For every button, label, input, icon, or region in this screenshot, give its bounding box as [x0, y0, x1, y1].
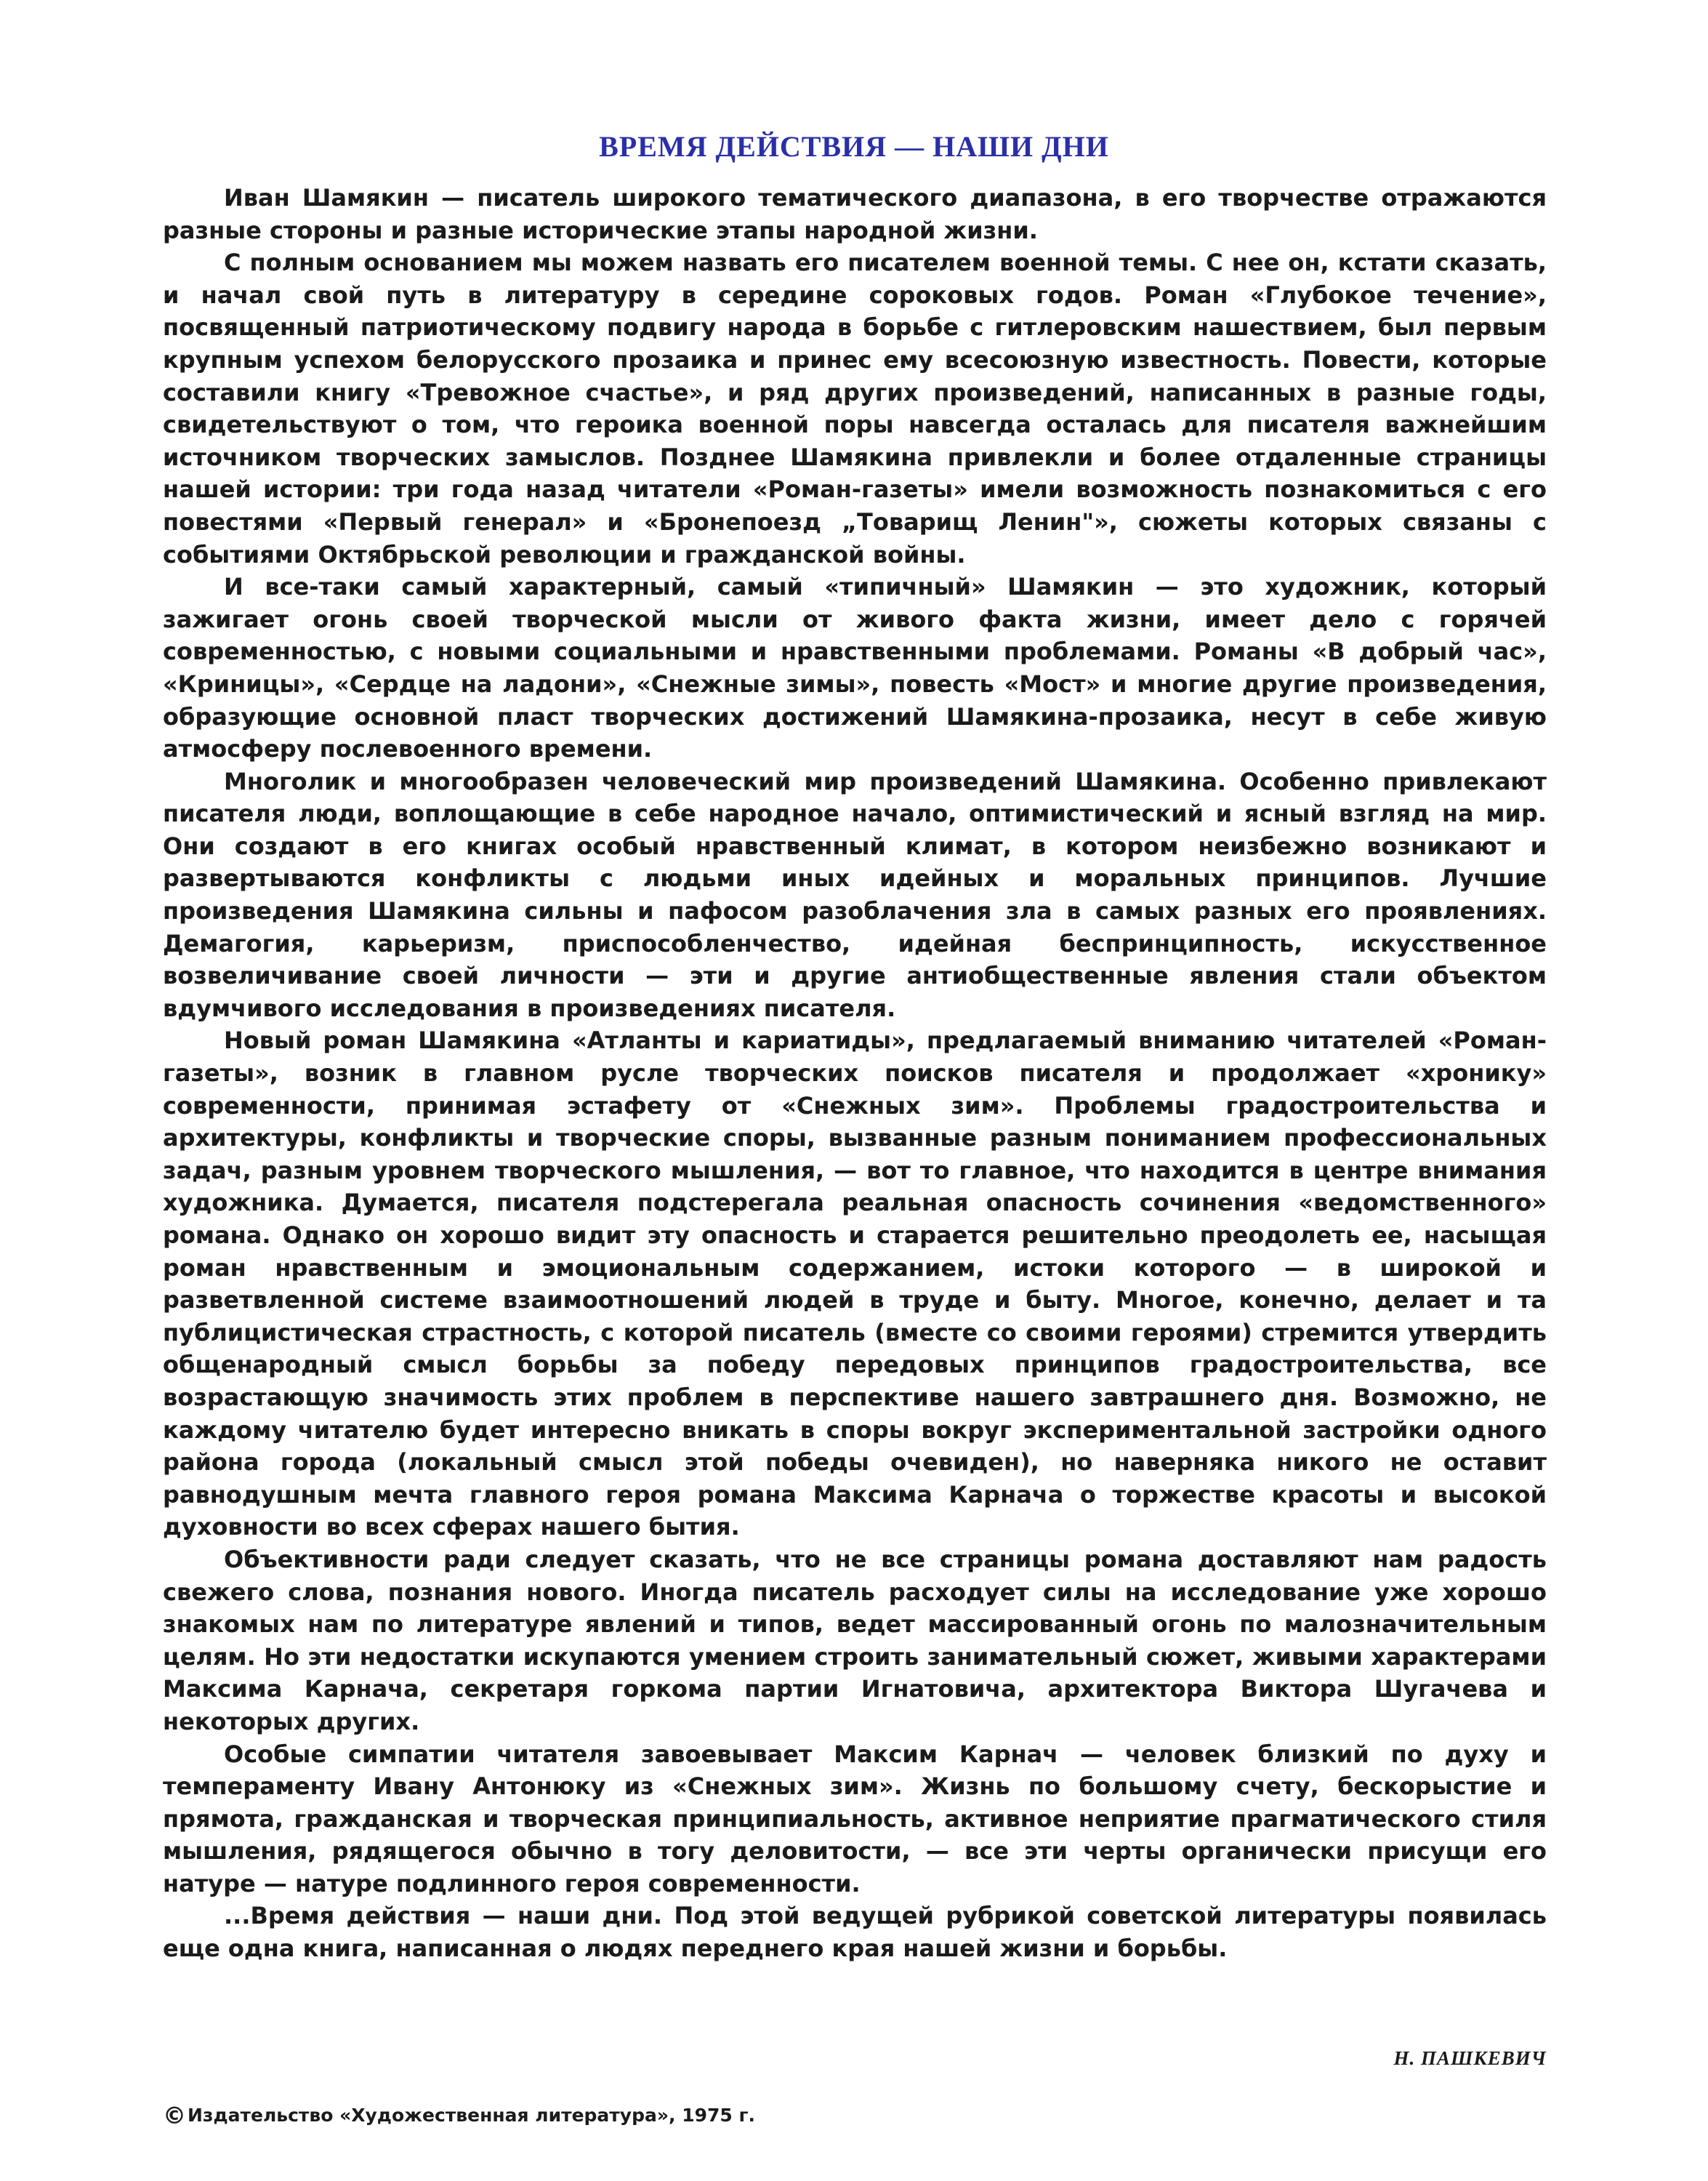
copyright-icon: © — [163, 2102, 186, 2129]
article-paragraph: И все-таки самый характерный, самый «типичный» Шамякин — это художник, который зажигает огонь своей творческой мысли от живого факта жизни, имеет дело с горячей современностью, с новыми социальными и нравственными проблемами. Романы «В добрый час», «Криницы», «Сердце на ладони», «Снежные зимы», повесть «Мост» и многие другие произведения, образующие основной пласт творческих достижений Шамякина-прозаика, несут в себе живую атмосферу послевоенного времени. — [163, 573, 1547, 763]
article-body — [163, 182, 1547, 1965]
article-paragraph: Многолик и многообразен человеческий мир произведений Шамякина. Особенно привлекают писателя люди, воплощающие в себе народное начало, оптимистический и ясный взгляд на мир. Они создают в его книгах особый нравственный климат, в котором неизбежно возникают и развертываются конфликты с людьми иных идейных и моральных принципов. Лучшие произведения Шамякина сильны и пафосом разоблачения зла в самых разных его проявлениях. Демагогия, карьеризм, приспособленчество, идейная беспринципность, искусственное возвеличивание своей личности — эти и другие антиобщественные явления стали объектом вдумчивого исследования в произведениях писателя. — [163, 767, 1547, 1022]
article-paragraph: Особые симпатии читателя завоевывает Максим Карнач — человек близкий по духу и темпераменту Ивану Антонюку из «Снежных зим». Жизнь по большому счету, бескорыстие и прямота, гражданская и творческая принципиальность, активное неприятие прагматического стиля мышления, рядящегося обычно в тогу деловитости, — все эти черты органически присущи его натуре — натуре подлинного героя современности. — [163, 1740, 1547, 1897]
author-signature: Н. ПАШКЕВИЧ — [1393, 2047, 1547, 2069]
article-paragraph: Объективности ради следует сказать, что не все страницы романа доставляют нам радость свежего слова, познания нового. Иногда писатель расходует силы на исследование уже хорошо знакомых нам по литературе явлений и типов, ведет массированный огонь по малозначительным целям. Но эти недостатки искупаются умением строить занимательный сюжет, живыми характерами Максима Карнача, секретаря горкома партии Игнатовича, архитектора Виктора Шугачева и некоторых других. — [163, 1545, 1547, 1735]
copyright-text: Издательство «Художественная литература», 1975 г. — [188, 2105, 756, 2126]
article-paragraph: ...Время действия — наши дни. Под этой ведущей рубрикой советской литературы появилась еще одна книга, написанная о людях переднего края нашей жизни и борьбы. — [163, 1902, 1547, 1963]
article-title: ВРЕМЯ ДЕЙСТВИЯ — НАШИ ДНИ — [599, 130, 1109, 163]
copyright-line — [163, 2102, 755, 2129]
article-paragraph: Новый роман Шамякина «Атланты и кариатиды», предлагаемый вниманию читателей «Роман-газеты», возник в главном русле творческих поисков писателя и продолжает «хронику» современности, принимая эстафету от «Снежных зим». Проблемы градостроительства и архитектуры, конфликты и творческие споры, вызванные разным пониманием профессиональных задач, разным уровнем творческого мышления, — вот то главное, что находится в центре внимания художника. Думается, писателя подстерегала реальная опасность сочинения «ведомственного» романа. Однако он хорошо видит эту опасность и старается решительно преодолеть ее, насыщая роман нравственным и эмоциональным содержанием, истоки которого — в широкой и разветвленной системе взаимоотношений людей в труде и быту. Многое, конечно, делает и та публицистическая страстность, с которой писатель (вместе со своими героями) стремится утвердить общенародный смысл борьбы за победу передовых принципов градостроительства, все возрастающую значимость этих проблем в перспективе нашего завтрашнего дня. Возможно, не каждому читателю будет интересно вникать в споры вокруг экспериментальной застройки одного района города (локальный смысл этой победы очевиден), но наверняка никого не оставит равнодушным мечта главного героя романа Максима Карнача о торжестве красоты и высокой духовности во всех сферах нашего бытия. — [163, 1027, 1547, 1541]
article-paragraph: Иван Шамякин — писатель широкого тематического диапазона, в его творчестве отражаются разные стороны и разные исторические этапы народной жизни. — [163, 184, 1547, 244]
article-paragraph: С полным основанием мы можем назвать его писателем военной темы. С нее он, кстати сказать, и начал свой путь в литературу в середине сороковых годов. Роман «Глубокое течение», посвященный патриотическому подвигу народа в борьбе с гитлеровским нашествием, был первым крупным успехом белорусского прозаика и принес ему всесоюзную известность. Повести, которые составили книгу «Тревожное счастье», и ряд других произведений, написанных в разные годы, свидетельствуют о том, что героика военной поры навсегда осталась для писателя важнейшим источником творческих замыслов. Позднее Шамякина привлекли и более отдаленные страницы нашей истории: три года назад читатели «Роман-газеты» имели возможность познакомиться с его повестями «Первый генерал» и «Бронепоезд „Товарищ Ленин"», сюжеты которых связаны с событиями Октябрьской революции и гражданской войны. — [163, 249, 1547, 569]
